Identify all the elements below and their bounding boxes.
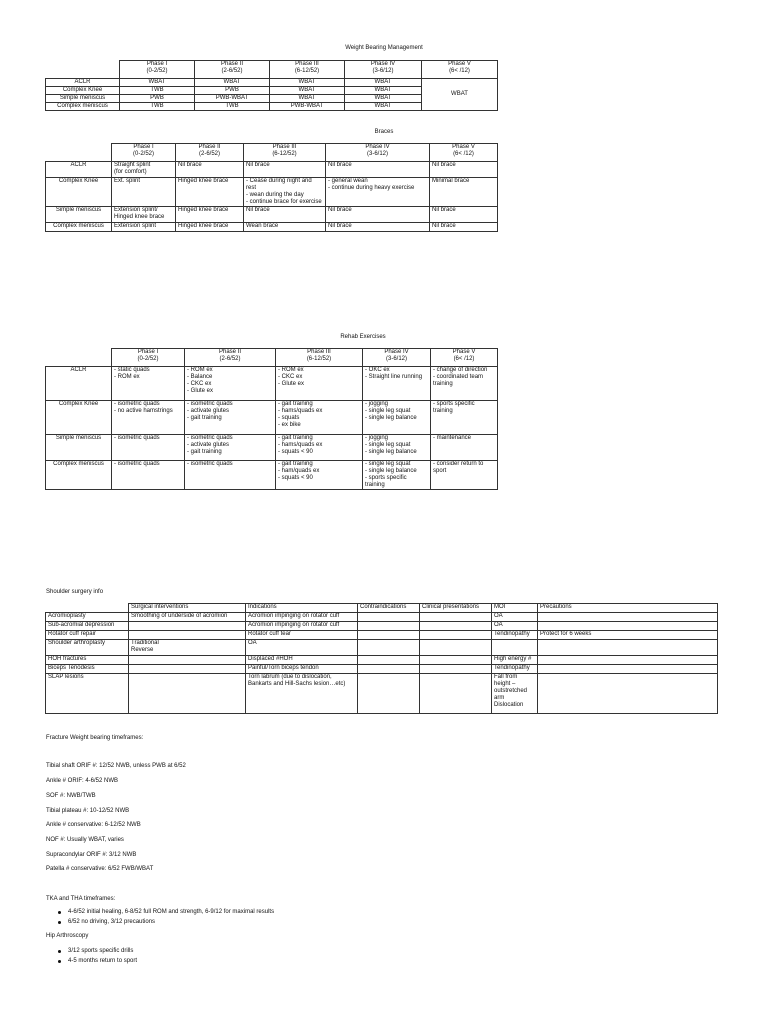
row-label: ACLR	[46, 79, 120, 87]
table-cell: WBAT	[345, 79, 422, 87]
header-phase-4: Phase IV (3-6/12)	[345, 61, 422, 79]
table-cell	[358, 631, 420, 640]
braces-table	[45, 143, 498, 232]
table-cell: WBAT	[345, 87, 422, 95]
corner-cell	[46, 349, 112, 367]
header-phase-2: Phase II (2-6/52)	[185, 349, 276, 367]
row-label: Acromioplasty	[46, 613, 129, 622]
table-cell: OA	[246, 640, 358, 656]
table-cell: Nil brace	[430, 162, 498, 178]
header-phase-2: Phase II (2-6/52)	[195, 61, 270, 79]
corner-cell	[46, 604, 129, 613]
table-cell: Nil brace	[176, 162, 244, 178]
row-label: SLAP lesions	[46, 674, 129, 714]
table-cell: Extension splint	[112, 223, 176, 232]
table-cell: - Cease during night and rest - wean during the day - continue brace for exercise	[244, 178, 326, 207]
list-item-text: 4-5 months return to sport	[68, 958, 138, 964]
table-cell	[129, 631, 246, 640]
header-moi: MOI	[492, 604, 538, 613]
list-item-text: 3/12 sports specific drills	[68, 948, 134, 954]
row-label: Simple meniscus	[46, 207, 112, 223]
fracture-line: Supracondylar ORIF #: 3/12 NWB	[46, 852, 137, 858]
table-cell: WBAT	[120, 79, 195, 87]
table-cell	[492, 640, 538, 656]
header-phase-4: Phase IV (3-6/12)	[363, 349, 431, 367]
table-cell	[538, 622, 718, 631]
header-clinical-presentations: Clinical presentations	[420, 604, 492, 613]
row-label: Complex meniscus	[46, 461, 112, 490]
header-phase-1: Phase I (0-2/52)	[112, 349, 185, 367]
table-cell	[420, 640, 492, 656]
corner-cell	[46, 61, 120, 79]
table-cell: WBAT	[270, 87, 345, 95]
tka-list	[46, 907, 274, 927]
table-cell	[420, 674, 492, 714]
fracture-line: Tibial plateau #: 10-12/52 NWB	[46, 808, 130, 814]
table-cell	[538, 656, 718, 665]
table-cell: Painful/Torn biceps tendon	[246, 665, 358, 674]
table-cell	[358, 613, 420, 622]
table-cell	[420, 631, 492, 640]
table-cell: - OKC ex - Straight line running	[363, 367, 431, 401]
rehab-title: Rehab Exercises	[340, 334, 386, 340]
fracture-line: Patella # conservative: 6/52 FWB/WBAT	[46, 866, 154, 872]
row-label: Complex meniscus	[46, 223, 112, 232]
row-label: Shoulder arthroplasty	[46, 640, 129, 656]
table-cell: - jogging - single leg squat - single leg balance	[363, 435, 431, 461]
header-surgical-interventions: Surgical interventions	[129, 604, 246, 613]
table-cell: WBAT	[195, 79, 270, 87]
table-cell: - ROM ex - CKC ex - Glute ex	[276, 367, 363, 401]
weight-bearing-table	[45, 60, 498, 111]
table-cell: PWB-WBAT	[270, 103, 345, 111]
corner-cell	[46, 144, 112, 162]
row-label: Complex Knee	[46, 87, 120, 95]
table-cell: - gait training - ham/quads ex - squats < 90	[276, 461, 363, 490]
table-cell: Ext. splint	[112, 178, 176, 207]
header-phase-3: Phase III (6-12/52)	[276, 349, 363, 367]
table-cell: Nil brace	[244, 207, 326, 223]
header-phase-5: Phase V (6< /12)	[431, 349, 498, 367]
header-phase-1: Phase I (0-2/52)	[120, 61, 195, 79]
table-cell: Extension splint/ Hinged knee brace	[112, 207, 176, 223]
table-cell: Traditional Reverse	[129, 640, 246, 656]
header-contraindications: Contraindications	[358, 604, 420, 613]
fracture-line: Ankle # conservative: 6-12/52 NWB	[46, 822, 141, 828]
header-indications: Indications	[246, 604, 358, 613]
row-label: Simple meniscus	[46, 435, 112, 461]
header-phase-5: Phase V (6< /12)	[430, 144, 498, 162]
table-cell: WBAT	[270, 79, 345, 87]
header-phase-3: Phase III (6-12/52)	[244, 144, 326, 162]
table-cell: PWB	[195, 87, 270, 95]
list-item-text: 6/52 no driving, 3/12 precautions	[68, 919, 156, 925]
table-cell	[129, 674, 246, 714]
table-cell: WBAT	[345, 95, 422, 103]
table-cell: Protect for 6 weeks	[538, 631, 718, 640]
header-phase-2: Phase II (2-6/52)	[176, 144, 244, 162]
table-cell: - ROM ex - Balance - CKC ex - Glute ex	[185, 367, 276, 401]
header-phase-4: Phase IV (3-6/12)	[326, 144, 430, 162]
list-item	[46, 956, 137, 966]
table-cell: - isometric quads	[185, 461, 276, 490]
list-item	[46, 946, 137, 956]
table-cell	[538, 613, 718, 622]
table-cell: PWB	[120, 95, 195, 103]
table-cell: - isometric quads - activate glutes - gait training	[185, 401, 276, 435]
row-label: HOH fractures	[46, 656, 129, 665]
table-cell	[420, 656, 492, 665]
table-cell: Nil brace	[244, 162, 326, 178]
table-cell: Tendinopathy	[492, 631, 538, 640]
weight-bearing-title: Weight Bearing Management	[345, 45, 423, 51]
header-precautions: Precautions	[538, 604, 718, 613]
header-phase-3: Phase III (6-12/52)	[270, 61, 345, 79]
hip-title: Hip Arthroscopy	[46, 933, 89, 939]
table-cell: Minimal brace	[430, 178, 498, 207]
table-cell	[420, 622, 492, 631]
row-label: Complex Knee	[46, 401, 112, 435]
table-cell	[358, 665, 420, 674]
table-cell: Hinged knee brace	[176, 178, 244, 207]
table-cell	[129, 656, 246, 665]
table-cell: - isometric quads	[112, 461, 185, 490]
table-cell: OA	[492, 613, 538, 622]
table-cell: Tendinopathy	[492, 665, 538, 674]
table-cell: - sports specific training	[431, 401, 498, 435]
table-cell: Hinged knee brace	[176, 223, 244, 232]
table-cell	[129, 665, 246, 674]
fracture-line: Tibial shaft ORIF #: 12/52 NWB, unless PWB at 6/52	[46, 763, 186, 769]
table-cell: Fall from height – outstretched arm Dislocation	[492, 674, 538, 714]
table-cell	[420, 613, 492, 622]
shoulder-title: Shoulder surgery info	[46, 589, 104, 595]
table-cell: Nil brace	[430, 207, 498, 223]
shoulder-table	[45, 603, 718, 714]
table-cell: TWB	[120, 87, 195, 95]
table-cell	[358, 640, 420, 656]
row-label: ACLR	[46, 367, 112, 401]
table-cell: Straight splint (for comfort)	[112, 162, 176, 178]
table-cell	[538, 674, 718, 714]
list-item	[46, 907, 274, 917]
bullet-icon	[58, 911, 61, 914]
table-cell: WBAT	[345, 103, 422, 111]
row-label: Sub-acromial depression	[46, 622, 129, 631]
fracture-line: NOF #: Usually WBAT, varies	[46, 837, 124, 843]
table-cell: - static quads - ROM ex	[112, 367, 185, 401]
table-cell	[538, 640, 718, 656]
row-label: Biceps Tenodesis	[46, 665, 129, 674]
table-cell: - jogging - single leg squat - single leg balance	[363, 401, 431, 435]
table-cell: Acromion impinging on rotator cuff	[246, 613, 358, 622]
table-cell: Wean brace	[244, 223, 326, 232]
bullet-icon	[58, 960, 61, 963]
hip-list	[46, 946, 137, 966]
bullet-icon	[58, 950, 61, 953]
header-phase-5: Phase V (6< /12)	[422, 61, 498, 79]
table-cell: - consider return to sport	[431, 461, 498, 490]
table-cell: Rotator cuff tear	[246, 631, 358, 640]
list-item-text: 4-6/52 initial healing, 6-8/52 full ROM and strength, 6-9/12 for maximal results	[68, 909, 275, 915]
table-cell: OA	[492, 622, 538, 631]
table-cell: - gait training - hams/quads ex - squats < 90	[276, 435, 363, 461]
row-label: Complex meniscus	[46, 103, 120, 111]
table-cell: Nil brace	[430, 223, 498, 232]
table-cell: PWB-WBAT	[195, 95, 270, 103]
table-cell: Nil brace	[326, 162, 430, 178]
table-cell: Nil brace	[326, 223, 430, 232]
table-cell	[358, 674, 420, 714]
row-label: Complex Knee	[46, 178, 112, 207]
table-cell: WBAT	[270, 95, 345, 103]
table-cell: - general wean - continue during heavy exercise	[326, 178, 430, 207]
header-phase-1: Phase I (0-2/52)	[112, 144, 176, 162]
table-cell: Torn labrum (due to dislocation, Bankarts and Hill-Sachs lesion…etc)	[246, 674, 358, 714]
fracture-title: Fracture Weight bearing timeframes:	[46, 735, 144, 741]
row-label: ACLR	[46, 162, 112, 178]
table-cell: TWB	[195, 103, 270, 111]
table-cell: Hinged knee brace	[176, 207, 244, 223]
table-cell	[129, 622, 246, 631]
table-cell: - isometric quads	[112, 435, 185, 461]
table-cell: Smoothing of underside of acromion	[129, 613, 246, 622]
table-cell: - isometric quads - activate glutes - gait training	[185, 435, 276, 461]
table-cell: Acromion impinging on rotator cuff	[246, 622, 358, 631]
tka-title: TKA and THA timeframes:	[46, 896, 116, 902]
table-cell: - isometric quads - no active hamstrings	[112, 401, 185, 435]
table-cell: - gait training - hams/quads ex - squats - ex bike	[276, 401, 363, 435]
phase-5-merged-cell: WBAT	[422, 79, 498, 111]
table-cell: High energy #	[492, 656, 538, 665]
rehab-table	[45, 348, 498, 490]
table-cell: Nil brace	[326, 207, 430, 223]
table-cell: Displaced #HOH	[246, 656, 358, 665]
fracture-line: SOF #: NWB/TWB	[46, 793, 96, 799]
table-cell: - single leg squat - single leg balance - sports specific training	[363, 461, 431, 490]
table-cell: TWB	[120, 103, 195, 111]
row-label: Simple meniscus	[46, 95, 120, 103]
table-cell: - change of direction - coordinated team training	[431, 367, 498, 401]
list-item	[46, 917, 274, 927]
table-cell	[358, 622, 420, 631]
table-cell: - maintenance	[431, 435, 498, 461]
braces-title: Braces	[374, 129, 394, 135]
bullet-icon	[58, 921, 61, 924]
table-cell	[420, 665, 492, 674]
fracture-line: Ankle # ORIF: 4-6/52 NWB	[46, 778, 119, 784]
row-label: Rotator cuff repair	[46, 631, 129, 640]
table-cell	[358, 656, 420, 665]
table-cell	[538, 665, 718, 674]
